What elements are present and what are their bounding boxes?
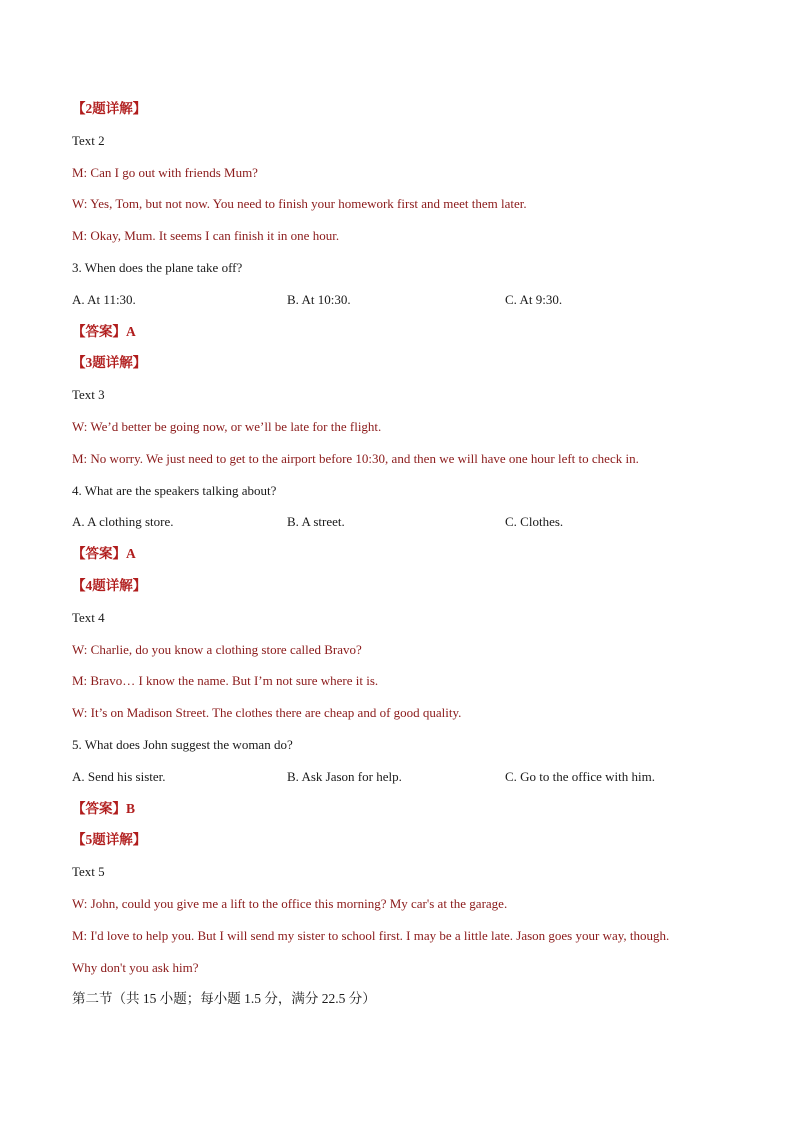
text-line: Text 5 (72, 864, 105, 879)
dialogue-line: W: It’s on Madison Street. The clothes there are cheap and of good quality. (72, 705, 462, 720)
answer-option: A. A clothing store. (72, 514, 174, 529)
answer-option: B. Ask Jason for help. (287, 769, 402, 784)
answer-option: B. At 10:30. (287, 292, 351, 307)
section-heading: 【3题详解】 (72, 355, 147, 370)
dialogue-line: W: Charlie, do you know a clothing store called Bravo? (72, 642, 362, 657)
dialogue-line: W: John, could you give me a lift to the office this morning? My car's at the garage. (72, 896, 508, 911)
dialogue-line: W: We’d better be going now, or we’ll be late for the flight. (72, 419, 382, 434)
section-heading: 【答案】B (72, 801, 136, 816)
part-title: 第二节（共 15 小题；每小题 1.5 分，满分 22.5 分） (72, 991, 376, 1006)
section-heading: 【5题详解】 (72, 832, 147, 847)
answer-option: C. Clothes. (505, 514, 564, 529)
dialogue-line: M: Okay, Mum. It seems I can finish it in one hour. (72, 228, 340, 243)
section-heading: 【4题详解】 (72, 578, 147, 593)
text-line: Text 3 (72, 387, 105, 402)
dialogue-line: M: No worry. We just need to get to the airport before 10:30, and then we will have one hour left to check in. (72, 451, 639, 466)
answer-option: C. Go to the office with him. (505, 769, 655, 784)
text-line: Text 4 (72, 610, 105, 625)
text-line: 5. What does John suggest the woman do? (72, 737, 293, 752)
text-line: 4. What are the speakers talking about? (72, 483, 277, 498)
text-line: Text 2 (72, 133, 105, 148)
dialogue-line: M: Bravo… I know the name. But I’m not sure where it is. (72, 673, 379, 688)
section-heading: 【答案】A (72, 324, 136, 339)
answer-option: C. At 9:30. (505, 292, 563, 307)
answer-option: A. Send his sister. (72, 769, 166, 784)
dialogue-line: M: I'd love to help you. But I will send my sister to school first. I may be a little late. Jason goes your way, though. (72, 928, 670, 943)
answer-option: B. A street. (287, 514, 345, 529)
section-heading: 【2题详解】 (72, 101, 147, 116)
text-line: 3. When does the plane take off? (72, 260, 243, 275)
dialogue-line: Why don't you ask him? (72, 960, 199, 975)
section-heading: 【答案】A (72, 546, 136, 561)
answer-option: A. At 11:30. (72, 292, 136, 307)
dialogue-line: W: Yes, Tom, but not now. You need to finish your homework first and meet them later. (72, 196, 527, 211)
dialogue-line: M: Can I go out with friends Mum? (72, 165, 258, 180)
